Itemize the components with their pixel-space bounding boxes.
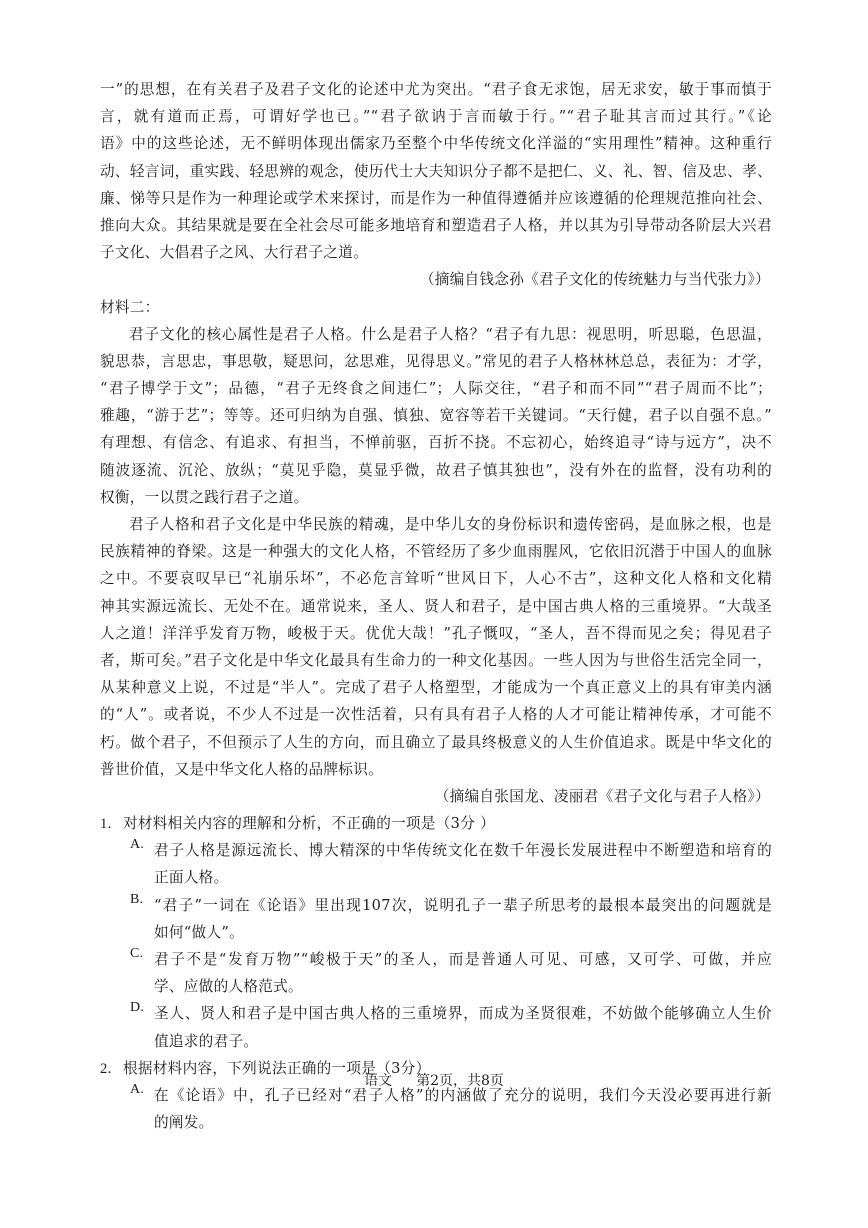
paragraph-line: 子文化、大倡君子之风、大行君子之道。: [100, 244, 369, 262]
question-2: [100, 1055, 772, 1137]
paragraph-line: 君子人格和君子文化是中华民族的精魂，是中华儿女的身份标识和遗传密码，是血脉之根，也是: [129, 516, 772, 533]
paragraph-line: 随波逐流、沉沦、放纵；“莫见乎隐，莫显乎微，故君子慎其独也”，没有外在的监督，没有功利的: [100, 461, 772, 479]
paragraph-line: 一”的思想，在有关君子及君子文化的论述中尤为突出。“君子食无求饱，居无求安，敏于事而慎于: [100, 81, 772, 98]
question-text: 对材料相关内容的理解和分析，不正确的一项是（3分 ）: [123, 815, 495, 833]
question-number: 1.: [100, 816, 112, 833]
paragraph-line: 动、轻言词，重实践、轻思辨的观念，使历代士大夫知识分子都不是把仁、义、礼、智、信及忠、孝、: [100, 162, 772, 180]
material-two-paragraph-one: [100, 321, 772, 511]
material-two-source: （摘编自张国龙、凌丽君《君子文化与君子人格》）: [434, 787, 770, 805]
option-letter: C.: [130, 946, 144, 961]
paragraph-line: 之中。不要哀叹早已“礼崩乐坏”，不必危言耸听“世风日下，人心不古”，这种文化人格和文化精: [100, 570, 772, 588]
paragraph-line: 语》中的这些论述，无不鲜明体现出儒家乃至整个中华传统文化洋溢的“实用理性”精神。这种重行: [100, 135, 772, 153]
option-line: 正面人格。: [154, 869, 229, 887]
option-line: 如何“做人”。: [154, 923, 244, 941]
footer-subject: 语文: [364, 1073, 393, 1089]
paragraph-line: 民族精神的脊梁。这是一种强大的文化人格，不管经历了多少血雨腥风，它依旧沉潜于中国人的血脉: [100, 543, 772, 561]
option-line: 在《论语》中，孔子已经对“君子人格”的内涵做了充分的说明，我们今天没必要再进行新: [154, 1086, 772, 1104]
paragraph-line: 推向大众。其结果就是要在全社会尽可能多地培育和塑造君子人格，并以其为引导带动各阶层大兴君: [100, 216, 772, 234]
option-letter: A.: [130, 1081, 145, 1097]
paragraph-line: 普世价值，又是中华文化人格的品牌标识。: [100, 760, 383, 778]
paragraph-line: “君子博学于文”；品德，“君子无终食之间违仁”；人际交往，“君子和而不同”“君子周而不比”；: [100, 380, 772, 398]
paragraph-line: 貌思恭，言思忠，事思敬，疑思问，忿思难，见得思义。”常见的君子人格林林总总，表征为：才学，: [100, 352, 772, 370]
paragraph-line: 神其实源远流长、无处不在。通常说来，圣人、贤人和君子，是中国古典人格的三重境界。“大哉圣: [100, 597, 772, 615]
material-two-heading: 材料二：: [100, 298, 160, 316]
paragraph-line: 君子文化的核心属性是君子人格。什么是君子人格？“君子有九思：视思明，听思聪，色思温，: [129, 325, 772, 343]
paragraph-line: 从某种意义上说，不过是“半人”。完成了君子人格塑型，才能成为一个真正意义上的具有审美内涵: [100, 679, 772, 697]
paragraph-line: 者，斯可矣。”君子文化是中华文化最具有生命力的一种文化基因。一些人因为与世俗生活完全同一，: [100, 651, 772, 669]
option-line: 的阐发。: [154, 1114, 214, 1132]
option-d[interactable]: [100, 1000, 772, 1054]
question-text: 根据材料内容，下列说法正确的一项是（3分）: [123, 1059, 431, 1077]
material-one-paragraph: [100, 76, 772, 266]
page-footer: [0, 1070, 868, 1090]
paragraph-line: 朽。做个君子，不但预示了人生的方向，而且确立了最具终极意义的人生价值追求。既是中华文化的: [100, 733, 772, 751]
option-line: 圣人、贤人和君子是中国古典人格的三重境界，而成为圣贤很难，不妨做个能够确立人生价: [154, 1005, 772, 1023]
material-one-source: （摘编自钱念孙《君子文化的传统魅力与当代张力》）: [419, 271, 770, 289]
option-line: 值追求的君子。: [154, 1032, 259, 1050]
option-a[interactable]: [100, 1082, 772, 1136]
paragraph-line: 廉、悌等只是作为一种理论或学术来探讨，而是作为一种值得遵循并应该遵循的伦理规范推向社会、: [100, 189, 772, 207]
option-a[interactable]: [100, 837, 772, 891]
option-line: 君子不是“发育万物”“峻极于天”的圣人，而是普通人可见、可感，又可学、可做，并应: [154, 951, 772, 968]
option-letter: A.: [130, 837, 145, 853]
question-stem: [100, 810, 772, 837]
paragraph-line: 人之道！洋洋乎发育万物，峻极于天。优优大哉！”孔子慨叹，“圣人，吾不得而见之矣；得见君子: [100, 624, 772, 642]
paragraph-line: 有理想、有信念、有追求、有担当，不惮前驱，百折不挠。不忘初心，始终追寻“诗与远方”，决不: [100, 434, 772, 452]
question-1: [100, 810, 772, 1055]
exam-page: [100, 76, 772, 1136]
footer-page-info: 第2页，共8页: [416, 1073, 504, 1089]
option-line: “君子”一词在《论语》里出现107次，说明孔子一辈子所思考的最根本最突出的问题就是: [154, 896, 772, 914]
option-letter: B.: [130, 891, 144, 907]
option-b[interactable]: [100, 892, 772, 946]
question-number: 2.: [100, 1060, 112, 1077]
paragraph-line: 权衡，一以贯之践行君子之道。: [100, 488, 309, 506]
paragraph-line: 言，就有道而正焉，可谓好学也已。”“君子欲讷于言而敏于行。”“君子耻其言而过其行。”《论: [100, 108, 772, 126]
option-letter: D.: [130, 1000, 145, 1016]
paragraph-line: 的“人”。或者说，不少人不过是一次性活着，只有具有君子人格的人才可能让精神传承，才可能不: [100, 706, 772, 724]
option-c[interactable]: [100, 946, 772, 1000]
option-line: 君子人格是源远流长、博大精深的中华传统文化在数千年漫长发展进程中不断塑造和培育的: [154, 842, 772, 860]
material-two-paragraph-two: [100, 511, 772, 783]
paragraph-line: 雅趣，“游于艺”；等等。还可归纳为自强、慎独、宽容等若干关键词。“天行健，君子以自强不息。”: [100, 407, 772, 425]
option-line: 学、应做的人格范式。: [154, 978, 303, 996]
